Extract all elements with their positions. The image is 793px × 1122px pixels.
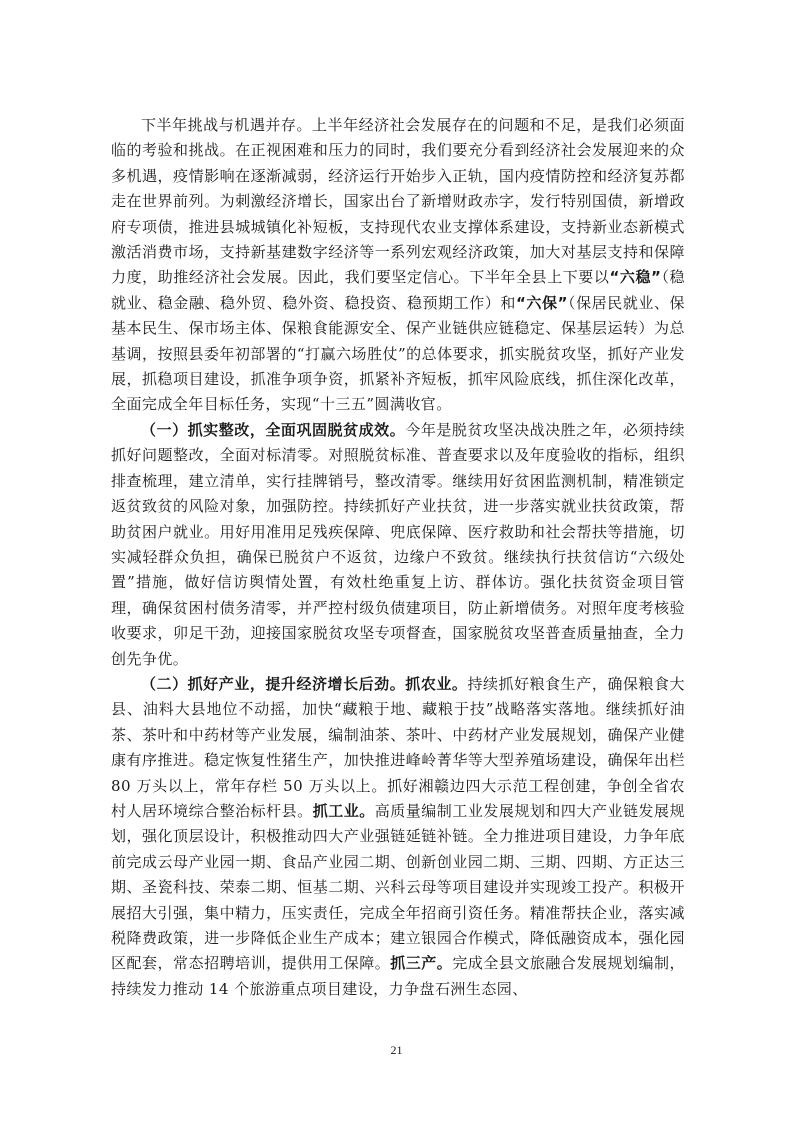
document-body bbox=[111, 113, 685, 1002]
text-segment: （保居民就业、保基本民生、保市场主体、保粮食能源安全、保产业链供应链稳定、保基层运转）为总基调，按照县委年初部署的“打赢六场胜仗”的总体要求，抓实脱贫攻坚，抓好产业发展，抓稳项目建设，抓准争项争资，抓紧补齐短板，抓牢风险底线，抓住深化改革，全面完成全年目标任务，实现“十三五”圆满收官。 bbox=[111, 293, 685, 414]
subheading-industry: 抓工业。 bbox=[312, 801, 375, 820]
text-segment: 下半年挑战与机遇并存。上半年经济社会发展存在的问题和不足，是我们必须面临的考验和挑战。在正视困难和压力的同时，我们要充分看到经济社会发展迎来的众多机遇，疫情影响在逐渐减弱，经济运行开始步入正轨，国内疫情防控和经济复苏都走在世界前列。为刺激经济增长，国家出台了新增财政赤字，发行特别国债，新增政府专项债，推进县城城镇化补短板，支持现代农业支撑体系建设，支持新业态新模式激活消费市场，支持新基建数字经济等一系列宏观经济政策，加大对基层支持和保障力度，助推经济社会发展。因此，我们要坚定信心。下半年全县上下要以 bbox=[111, 116, 685, 287]
bold-text-segment: “六保” bbox=[515, 293, 568, 312]
paragraph-second-half-outlook bbox=[111, 113, 685, 418]
page-number: 21 bbox=[390, 1043, 403, 1057]
text-segment: （稳就业、稳金融、稳外贸、稳外资、稳投资、稳预期工作）和 bbox=[111, 268, 685, 312]
paragraph-section-two bbox=[111, 672, 685, 1002]
bold-text-segment: “六稳” bbox=[609, 268, 662, 287]
paragraph-section-one bbox=[111, 418, 685, 672]
text-segment: 持续抓好粮食生产，确保粮食大县、油料大县地位不动摇，加快“藏粮于地、藏粮于技”战略落实落地。继续抓好油茶、茶叶和中药材等产业发展，编制油茶、茶叶、中药材产业发展规划，确保产业健康有序推进。稳定恢复性猪生产，加快推进峰岭菁华等大型养殖场建设，确保年出栏 80 万头以上，常年存栏 50 万头以上。抓好湘赣边四大示范工程创建，争创全省农村人居环境综合整治标杆县。 bbox=[111, 674, 685, 820]
subheading-tertiary: 抓三产。 bbox=[390, 954, 453, 973]
text-segment: 高质量编制工业发展规划和四大产业链发展规划，强化顶层设计，积极推动四大产业强链延链补链。全力推进项目建设，力争年底前完成云母产业园一期、食品产业园二期、创新创业园二期、三期、四期、方正达三期、圣瓷科技、荣泰二期、恒基二期、兴科云母等项目建设并实现竣工投产。积极开展招大引强，集中精力，压实责任，完成全年招商引资任务。精准帮扶企业，落实减税降费政策，进一步降低企业生产成本；建立银园合作模式，降低融资成本，强化园区配套，常态招聘培训，提供用工保障。 bbox=[111, 801, 685, 973]
section-heading: （二）抓好产业，提升经济增长后劲。抓农业。 bbox=[141, 674, 468, 693]
section-heading: （一）抓实整改，全面巩固脱贫成效。 bbox=[141, 420, 406, 439]
text-segment: 今年是脱贫攻坚决战决胜之年，必须持续抓好问题整改，全面对标清零。对照脱贫标准、普查要求以及年度验收的指标，组织排查梳理，建立清单，实行挂牌销号，整改清零。继续用好贫困监测机制，精准锁定返贫致贫的风险对象，加强防控。持续抓好产业扶贫，进一步落实就业扶贫政策，帮助贫困户就业。用好用准用足残疾保障、兜底保障、医疗救助和社会帮扶等措施，切实减轻群众负担，确保已脱贫户不返贫，边缘户不致贫。继续执行扶贫信访“六级处置”措施，做好信访舆情处置，有效杜绝重复上访、群体访。强化扶贫资金项目管理，确保贫困村债务清零，并严控村级负债建项目，防止新增债务。对照年度考核验收要求，卯足干劲，迎接国家脱贫攻坚专项督查，国家脱贫攻坚普查质量抽查，全力创先争优。 bbox=[111, 420, 686, 668]
text-segment: 完成全县文旅融合发展规划编制，持续发力推动 14 个旅游重点项目建设，力争盘石洲生态园、 bbox=[111, 954, 685, 998]
